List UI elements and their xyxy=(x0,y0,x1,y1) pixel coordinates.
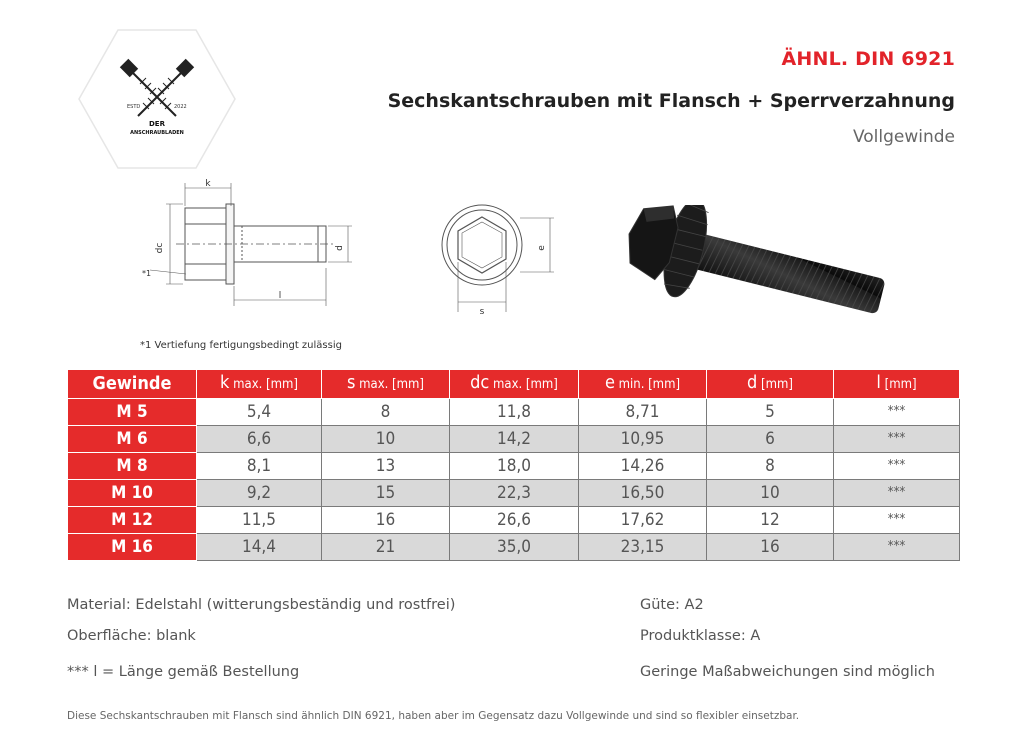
table-row xyxy=(68,534,960,561)
standard-title: ÄHNL. DIN 6921 xyxy=(781,48,955,70)
product-title: Sechskantschrauben mit Flansch + Sperrverzahnung xyxy=(387,90,955,112)
col-header-e: e min. [mm] xyxy=(579,370,707,399)
cell-d: 6 xyxy=(707,426,834,453)
screw-render-image xyxy=(605,205,895,330)
col-header-d: d [mm] xyxy=(707,370,834,399)
cell-k: 11,5 xyxy=(197,507,322,534)
length-info: *** l = Länge gemäß Bestellung xyxy=(67,664,300,680)
cell-k: 9,2 xyxy=(197,480,322,507)
svg-text:DER: DER xyxy=(149,120,165,128)
cell-e: 14,26 xyxy=(579,453,707,480)
cell-dc: 26,6 xyxy=(450,507,579,534)
brand-logo xyxy=(78,28,236,170)
cell-d: 5 xyxy=(707,399,834,426)
cell-d: 12 xyxy=(707,507,834,534)
cell-l: *** xyxy=(834,426,960,453)
table-row xyxy=(68,399,960,426)
svg-text:*1: *1 xyxy=(142,269,152,278)
cell-k: 8,1 xyxy=(197,453,322,480)
cell-s: 8 xyxy=(322,399,450,426)
col-header-gewinde: Gewinde xyxy=(68,370,197,399)
col-header-l: l [mm] xyxy=(834,370,960,399)
cell-s: 10 xyxy=(322,426,450,453)
cell-s: 16 xyxy=(322,507,450,534)
col-header-dc: dc max. [mm] xyxy=(450,370,579,399)
table-row xyxy=(68,426,960,453)
cell-l: *** xyxy=(834,534,960,561)
svg-text:s: s xyxy=(479,307,485,317)
cell-gewinde: M 12 xyxy=(68,507,197,534)
cell-l: *** xyxy=(834,507,960,534)
cell-gewinde: M 10 xyxy=(68,480,197,507)
cell-e: 16,50 xyxy=(579,480,707,507)
cell-d: 8 xyxy=(707,453,834,480)
cell-dc: 22,3 xyxy=(450,480,579,507)
grade-info: Güte: A2 xyxy=(640,597,704,613)
cell-e: 8,71 xyxy=(579,399,707,426)
cell-dc: 11,8 xyxy=(450,399,579,426)
side-view-drawing xyxy=(138,178,360,308)
cell-dc: 35,0 xyxy=(450,534,579,561)
col-header-s: s max. [mm] xyxy=(322,370,450,399)
svg-text:dc: dc xyxy=(155,242,165,254)
cell-dc: 14,2 xyxy=(450,426,579,453)
material-info: Material: Edelstahl (witterungsbeständig und rostfrei) xyxy=(67,597,456,613)
cell-l: *** xyxy=(834,480,960,507)
table-row xyxy=(68,507,960,534)
tolerance-info: Geringe Maßabweichungen sind möglich xyxy=(640,664,935,680)
cell-k: 6,6 xyxy=(197,426,322,453)
cell-s: 15 xyxy=(322,480,450,507)
disclaimer-text: Diese Sechskantschrauben mit Flansch sind ähnlich DIN 6921, haben aber im Gegensatz dazu Vollgewinde und sind so flexibler einsetzbar. xyxy=(67,710,800,722)
spec-table xyxy=(67,369,960,561)
cell-k: 14,4 xyxy=(197,534,322,561)
cell-s: 13 xyxy=(322,453,450,480)
drawing-footnote: *1 Vertiefung fertigungsbedingt zulässig xyxy=(140,340,342,351)
table-row xyxy=(68,480,960,507)
cell-e: 23,15 xyxy=(579,534,707,561)
table-row xyxy=(68,453,960,480)
cell-s: 21 xyxy=(322,534,450,561)
surface-info: Oberfläche: blank xyxy=(67,628,196,644)
col-header-k: k max. [mm] xyxy=(197,370,322,399)
cell-dc: 18,0 xyxy=(450,453,579,480)
table-header-row xyxy=(68,370,960,399)
cell-l: *** xyxy=(834,399,960,426)
cell-d: 10 xyxy=(707,480,834,507)
cell-gewinde: M 8 xyxy=(68,453,197,480)
top-view-drawing xyxy=(430,200,560,318)
cell-l: *** xyxy=(834,453,960,480)
product-class-info: Produktklasse: A xyxy=(640,628,761,644)
svg-text:2022: 2022 xyxy=(174,104,187,110)
svg-text:d: d xyxy=(335,245,345,251)
cell-d: 16 xyxy=(707,534,834,561)
cell-e: 10,95 xyxy=(579,426,707,453)
svg-text:e: e xyxy=(537,245,547,251)
svg-text:ANSCHRAUBLADEN: ANSCHRAUBLADEN xyxy=(130,130,184,136)
cell-k: 5,4 xyxy=(197,399,322,426)
cell-gewinde: M 16 xyxy=(68,534,197,561)
svg-text:ESTD: ESTD xyxy=(127,104,141,110)
cell-e: 17,62 xyxy=(579,507,707,534)
cell-gewinde: M 6 xyxy=(68,426,197,453)
product-subtitle: Vollgewinde xyxy=(852,127,955,147)
svg-text:l: l xyxy=(278,291,282,301)
svg-text:k: k xyxy=(205,179,211,189)
cell-gewinde: M 5 xyxy=(68,399,197,426)
